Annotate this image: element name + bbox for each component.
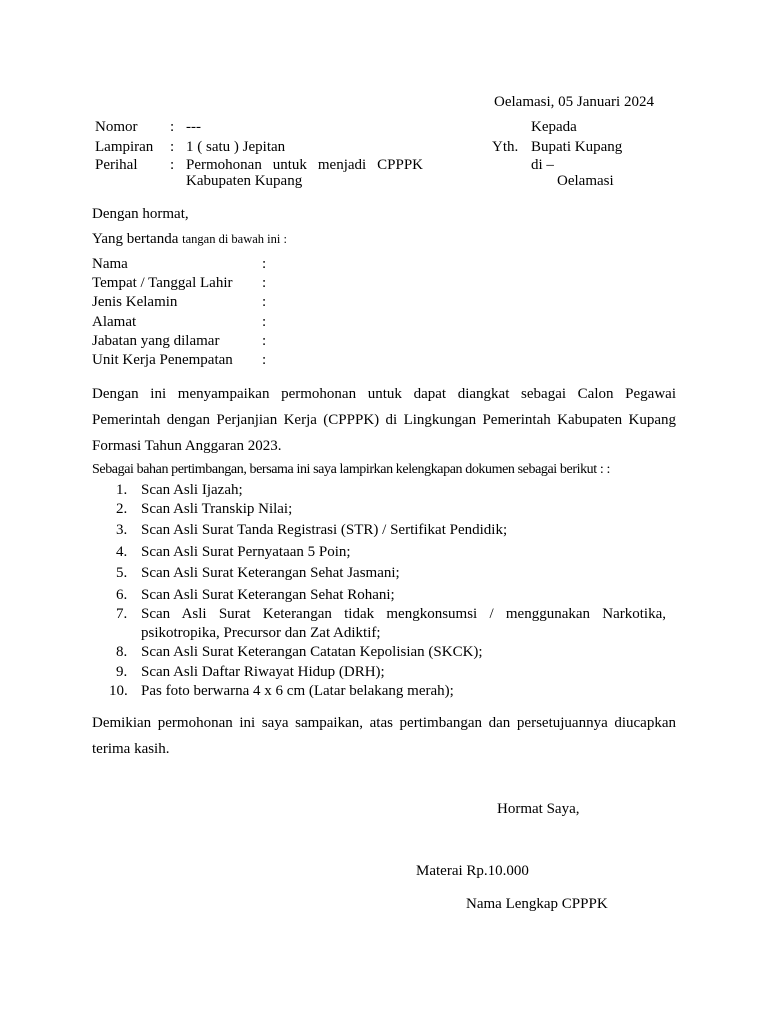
signature-name: Nama Lengkap CPPPK xyxy=(466,896,608,912)
list-item: Scan Asli Transkip Nilai; xyxy=(141,501,293,517)
field-label: Unit Kerja Penempatan xyxy=(92,352,233,368)
header-sep: : xyxy=(170,157,175,173)
field-label: Tempat / Tanggal Lahir xyxy=(92,275,233,291)
list-item: Scan Asli Daftar Riwayat Hidup (DRH); xyxy=(141,664,385,680)
closing-line: terima kasih. xyxy=(92,741,170,757)
recipient-di: di – xyxy=(531,157,554,173)
letter-date: Oelamasi, 05 Januari 2024 xyxy=(494,94,654,110)
attachments-intro: Sebagai bahan pertimbangan, bersama ini saya lampirkan kelengkapan dokumen sebagai berikut : : xyxy=(92,462,610,477)
list-item: Scan Asli Ijazah; xyxy=(141,482,243,498)
header-value-lampiran: 1 ( satu ) Jepitan xyxy=(186,139,286,155)
list-number: 4. xyxy=(116,544,128,560)
field-sep: : xyxy=(262,314,267,330)
list-item: Scan Asli Surat Pernyataan 5 Poin; xyxy=(141,544,351,560)
list-number: 1. xyxy=(116,482,128,498)
list-item: Pas foto berwarna 4 x 6 cm (Latar belakang merah); xyxy=(141,683,454,699)
header-value-perihal: Permohonan untuk menjadi CPPPK xyxy=(186,157,423,173)
header-value-nomor: --- xyxy=(186,119,201,135)
body-paragraph-line: Pemerintah dengan Perjanjian Kerja (CPPPK) di Lingkungan Pemerintah Kabupaten Kupang xyxy=(92,412,676,428)
closing-line: Demikian permohonan ini saya sampaikan, atas pertimbangan dan persetujuannya diucapkan xyxy=(92,715,676,731)
list-item: Scan Asli Surat Keterangan Sehat Jasmani; xyxy=(141,565,400,581)
header-sep: : xyxy=(170,139,175,155)
intro-line xyxy=(92,230,287,248)
intro-small: tangan di bawah ini : xyxy=(182,232,287,246)
intro-main: Yang bertanda xyxy=(92,231,179,247)
field-label: Jabatan yang dilamar xyxy=(92,333,220,349)
list-item: Scan Asli Surat Keterangan tidak mengkonsumsi / menggunakan Narkotika, xyxy=(141,606,666,622)
list-item: Scan Asli Surat Tanda Registrasi (STR) / Sertifikat Pendidik; xyxy=(141,522,508,538)
list-number: 3. xyxy=(116,522,128,538)
field-sep: : xyxy=(262,352,267,368)
body-paragraph-line: Formasi Tahun Anggaran 2023. xyxy=(92,438,282,454)
field-sep: : xyxy=(262,333,267,349)
field-label: Alamat xyxy=(92,314,137,330)
body-paragraph-line: Dengan ini menyampaikan permohonan untuk dapat diangkat sebagai Calon Pegawai xyxy=(92,386,676,402)
signature-stamp: Materai Rp.10.000 xyxy=(416,863,529,879)
recipient-yth: Yth. xyxy=(492,139,519,155)
recipient-name: Bupati Kupang xyxy=(531,139,623,155)
field-label: Nama xyxy=(92,256,128,272)
header-label-nomor: Nomor xyxy=(95,119,138,135)
field-sep: : xyxy=(262,294,267,310)
recipient-kepada: Kepada xyxy=(531,119,577,135)
list-number: 7. xyxy=(116,606,128,622)
signature-regards: Hormat Saya, xyxy=(497,801,580,817)
list-number: 2. xyxy=(116,501,128,517)
field-sep: : xyxy=(262,275,267,291)
header-label-lampiran: Lampiran xyxy=(95,139,154,155)
list-item: Scan Asli Surat Keterangan Sehat Rohani; xyxy=(141,587,395,603)
list-number: 8. xyxy=(116,644,128,660)
header-label-perihal: Perihal xyxy=(95,157,138,173)
field-label: Jenis Kelamin xyxy=(92,294,178,310)
list-number: 5. xyxy=(116,565,128,581)
recipient-place: Oelamasi xyxy=(557,173,614,189)
list-item-cont: psikotropika, Precursor dan Zat Adiktif; xyxy=(141,625,381,641)
list-number: 10. xyxy=(109,683,128,699)
list-item: Scan Asli Surat Keterangan Catatan Kepolisian (SKCK); xyxy=(141,644,483,660)
list-number: 9. xyxy=(116,664,128,680)
list-number: 6. xyxy=(116,587,128,603)
header-value-perihal-cont: Kabupaten Kupang xyxy=(186,173,303,189)
header-sep: : xyxy=(170,119,175,135)
greeting: Dengan hormat, xyxy=(92,206,189,222)
field-sep: : xyxy=(262,256,267,272)
